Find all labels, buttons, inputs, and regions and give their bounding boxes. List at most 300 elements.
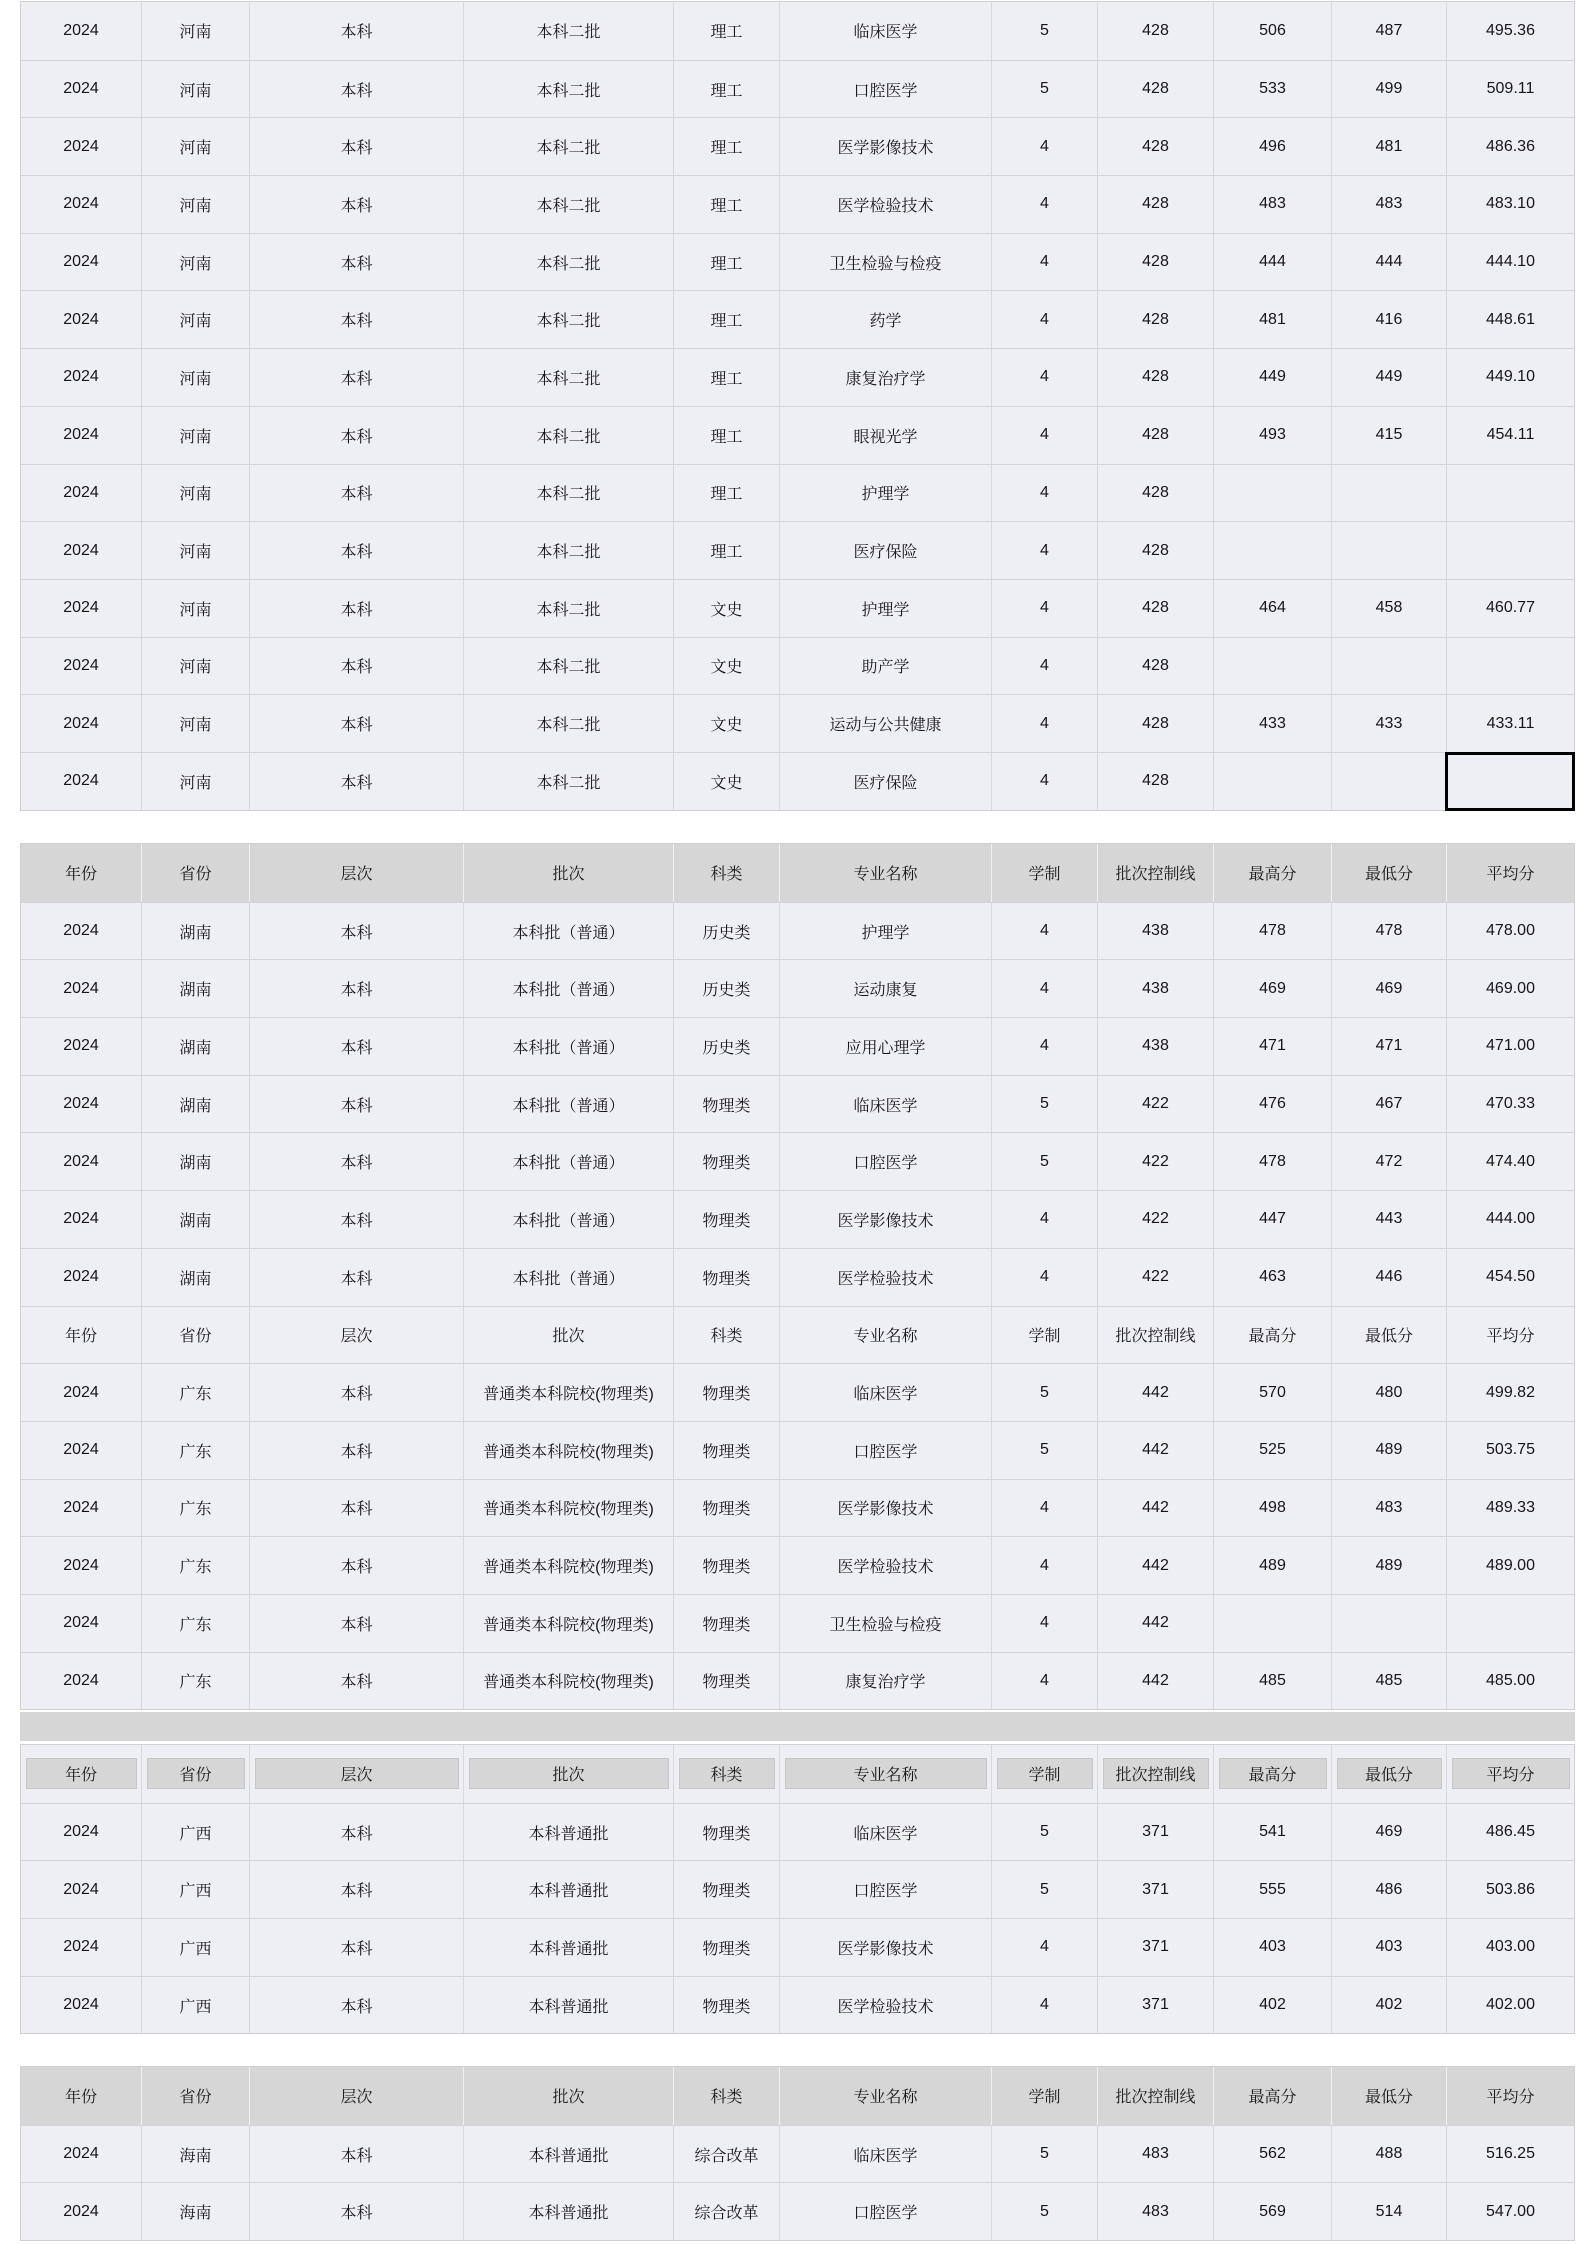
table-cell[interactable]: 5 (991, 61, 1097, 118)
table-cell[interactable] (1213, 1595, 1331, 1652)
table-cell[interactable]: 文史 (673, 638, 779, 695)
table-cell[interactable]: 物理类 (673, 1804, 779, 1861)
table-cell[interactable]: 486.45 (1446, 1804, 1574, 1861)
table-cell[interactable]: 本科 (249, 753, 463, 810)
table-cell[interactable]: 理工 (673, 176, 779, 233)
table-cell[interactable]: 普通类本科院校(物理类) (463, 1364, 673, 1421)
table-cell[interactable]: 4 (991, 407, 1097, 464)
table-cell[interactable]: 2024 (63, 195, 99, 213)
table-cell[interactable]: 河南 (141, 2, 249, 60)
table-cell[interactable]: 2024 (63, 1556, 99, 1574)
table-cell[interactable]: 503.86 (1446, 1861, 1574, 1918)
table-cell[interactable]: 普通类本科院校(物理类) (463, 1422, 673, 1479)
table-cell[interactable]: 4 (991, 1018, 1097, 1075)
table-cell[interactable]: 506 (1213, 2, 1331, 60)
table-cell[interactable]: 533 (1213, 61, 1331, 118)
header-cell[interactable]: 平均分 (1446, 1307, 1574, 1364)
table-cell[interactable]: 478 (1331, 903, 1446, 960)
table-cell[interactable] (1446, 522, 1574, 579)
table-cell[interactable]: 442 (1097, 1653, 1213, 1710)
table-cell[interactable]: 2024 (63, 483, 99, 501)
table-cell[interactable]: 428 (1097, 638, 1213, 695)
table-cell[interactable]: 普通类本科院校(物理类) (463, 1480, 673, 1537)
table-cell[interactable]: 本科二批 (463, 465, 673, 522)
table-cell[interactable]: 康复治疗学 (779, 349, 991, 406)
table-cell[interactable] (1331, 638, 1446, 695)
header-cell[interactable]: 最低分 (1331, 844, 1446, 902)
table-cell[interactable]: 物理类 (673, 1364, 779, 1421)
table-cell[interactable]: 湖南 (141, 1076, 249, 1133)
table-cell[interactable]: 469 (1331, 1804, 1446, 1861)
table-cell[interactable]: 5 (991, 1861, 1097, 1918)
table-cell[interactable]: 498 (1213, 1480, 1331, 1537)
table-cell[interactable]: 河南 (141, 522, 249, 579)
table-cell[interactable]: 5 (991, 2183, 1097, 2240)
table-cell[interactable] (1331, 753, 1446, 810)
table-cell[interactable] (1331, 465, 1446, 522)
table-cell[interactable]: 4 (991, 580, 1097, 637)
table-cell[interactable]: 489 (1331, 1422, 1446, 1479)
table-cell[interactable]: 4 (991, 695, 1097, 752)
header-cell[interactable]: 最高分 (1213, 2067, 1331, 2125)
table-cell[interactable] (1213, 638, 1331, 695)
table-cell[interactable] (1213, 753, 1331, 810)
table-cell[interactable]: 2024 (63, 1614, 99, 1632)
table-cell[interactable]: 460.77 (1446, 580, 1574, 637)
table-cell[interactable] (1213, 522, 1331, 579)
table-cell[interactable]: 444 (1213, 234, 1331, 291)
table-cell[interactable]: 2024 (63, 922, 99, 940)
table-cell[interactable]: 口腔医学 (779, 61, 991, 118)
table-cell[interactable]: 物理类 (673, 1480, 779, 1537)
table-cell[interactable]: 本科 (249, 2, 463, 60)
table-cell[interactable]: 广西 (141, 1804, 249, 1861)
table-cell[interactable]: 489.00 (1446, 1537, 1574, 1594)
table-cell[interactable]: 371 (1097, 1861, 1213, 1918)
table-cell[interactable]: 4 (991, 1919, 1097, 1976)
header-cell[interactable] (463, 1745, 673, 1803)
table-cell[interactable]: 本科 (249, 1595, 463, 1652)
table-cell[interactable]: 本科 (249, 349, 463, 406)
table-cell[interactable]: 403.00 (1446, 1919, 1574, 1976)
table-cell[interactable]: 本科二批 (463, 753, 673, 810)
table-cell[interactable]: 446 (1331, 1249, 1446, 1306)
table-cell[interactable]: 4 (991, 234, 1097, 291)
table-cell[interactable]: 469 (1213, 960, 1331, 1017)
table-cell[interactable]: 438 (1097, 1018, 1213, 1075)
table-cell[interactable]: 普通类本科院校(物理类) (463, 1653, 673, 1710)
table-cell[interactable]: 478 (1213, 903, 1331, 960)
table-cell[interactable]: 本科二批 (463, 580, 673, 637)
table-cell[interactable]: 运动与公共健康 (779, 695, 991, 752)
header-cell[interactable]: 科类 (673, 1307, 779, 1364)
table-cell[interactable]: 本科二批 (463, 2, 673, 60)
table-cell[interactable]: 本科 (249, 1018, 463, 1075)
table-cell[interactable]: 本科二批 (463, 695, 673, 752)
header-cell[interactable]: 批次 (463, 844, 673, 902)
table-cell[interactable]: 2024 (63, 772, 99, 790)
table-cell[interactable]: 临床医学 (779, 1076, 991, 1133)
table-cell[interactable]: 495.36 (1446, 2, 1574, 60)
table-cell[interactable]: 2024 (63, 1383, 99, 1401)
table-cell[interactable]: 物理类 (673, 1919, 779, 1976)
table-cell[interactable]: 487 (1331, 2, 1446, 60)
table-cell[interactable]: 428 (1097, 522, 1213, 579)
table-cell[interactable]: 2024 (63, 2145, 99, 2163)
table-cell[interactable]: 理工 (673, 291, 779, 348)
table-cell[interactable]: 本科 (249, 1480, 463, 1537)
table-cell[interactable]: 469 (1331, 960, 1446, 1017)
table-cell[interactable]: 本科 (249, 1133, 463, 1190)
table-cell[interactable]: 4 (991, 522, 1097, 579)
table-cell[interactable]: 433.11 (1446, 695, 1574, 752)
table-cell[interactable]: 2024 (63, 1498, 99, 1516)
table-cell[interactable]: 458 (1331, 580, 1446, 637)
table-cell[interactable]: 428 (1097, 234, 1213, 291)
table-cell[interactable]: 483 (1097, 2126, 1213, 2183)
table-cell[interactable]: 485 (1213, 1653, 1331, 1710)
header-cell[interactable]: 层次 (249, 2067, 463, 2125)
table-cell[interactable]: 本科 (249, 176, 463, 233)
table-cell[interactable]: 471.00 (1446, 1018, 1574, 1075)
table-cell[interactable]: 物理类 (673, 1249, 779, 1306)
table-cell[interactable]: 2024 (63, 656, 99, 674)
table-cell[interactable]: 物理类 (673, 1861, 779, 1918)
table-cell[interactable]: 442 (1097, 1364, 1213, 1421)
table-cell[interactable]: 物理类 (673, 1977, 779, 2034)
table-cell[interactable]: 本科 (249, 1364, 463, 1421)
header-cell[interactable]: 学制 (991, 1307, 1097, 1364)
table-cell[interactable]: 447 (1213, 1191, 1331, 1248)
table-cell[interactable]: 509.11 (1446, 61, 1574, 118)
table-cell[interactable]: 河南 (141, 291, 249, 348)
table-cell[interactable]: 历史类 (673, 960, 779, 1017)
table-cell[interactable]: 428 (1097, 407, 1213, 464)
header-cell[interactable]: 批次控制线 (1097, 2067, 1213, 2125)
table-cell[interactable]: 本科普通批 (463, 1804, 673, 1861)
table-cell[interactable]: 471 (1213, 1018, 1331, 1075)
table-cell[interactable]: 河南 (141, 349, 249, 406)
header-cell[interactable]: 年份 (64, 2089, 97, 2107)
table-cell[interactable]: 医学检验技术 (779, 176, 991, 233)
table-cell[interactable]: 428 (1097, 580, 1213, 637)
header-cell[interactable]: 学制 (991, 2067, 1097, 2125)
table-cell[interactable] (1331, 1595, 1446, 1652)
header-cell[interactable] (673, 1745, 779, 1803)
table-cell[interactable]: 助产学 (779, 638, 991, 695)
table-cell[interactable]: 442 (1097, 1595, 1213, 1652)
table-cell[interactable]: 本科普通批 (463, 1977, 673, 2034)
table-cell[interactable]: 499.82 (1446, 1364, 1574, 1421)
table-cell[interactable]: 湖南 (141, 1018, 249, 1075)
header-cell[interactable]: 平均分 (1446, 844, 1574, 902)
table-cell[interactable]: 489.33 (1446, 1480, 1574, 1537)
table-cell[interactable]: 口腔医学 (779, 1133, 991, 1190)
table-cell[interactable]: 护理学 (779, 580, 991, 637)
table-cell[interactable]: 4 (991, 1191, 1097, 1248)
table-cell[interactable]: 湖南 (141, 1191, 249, 1248)
table-cell[interactable]: 4 (991, 1480, 1097, 1537)
table-cell[interactable]: 医学检验技术 (779, 1537, 991, 1594)
table-cell[interactable]: 5 (991, 1804, 1097, 1861)
table-cell[interactable]: 371 (1097, 1804, 1213, 1861)
table-cell[interactable]: 4 (991, 960, 1097, 1017)
table-cell[interactable]: 2024 (63, 1823, 99, 1841)
table-cell[interactable]: 护理学 (779, 903, 991, 960)
table-cell[interactable]: 486 (1331, 1861, 1446, 1918)
table-cell[interactable]: 486.36 (1446, 118, 1574, 175)
table-cell[interactable]: 2024 (63, 1671, 99, 1689)
table-cell[interactable]: 443 (1331, 1191, 1446, 1248)
table-cell[interactable]: 河南 (141, 176, 249, 233)
table-cell[interactable]: 卫生检验与检疫 (779, 234, 991, 291)
table-cell[interactable]: 运动康复 (779, 960, 991, 1017)
table-cell[interactable]: 医疗保险 (779, 522, 991, 579)
table-cell[interactable]: 4 (991, 1977, 1097, 2034)
table-cell[interactable]: 403 (1331, 1919, 1446, 1976)
table-cell[interactable]: 综合改革 (673, 2183, 779, 2240)
table-cell[interactable]: 428 (1097, 118, 1213, 175)
table-cell[interactable]: 428 (1097, 753, 1213, 810)
header-cell[interactable]: 最低分 (1331, 1307, 1446, 1364)
table-cell[interactable]: 428 (1097, 61, 1213, 118)
table-cell[interactable]: 2024 (63, 1938, 99, 1956)
table-cell[interactable]: 广西 (141, 1861, 249, 1918)
table-cell[interactable]: 物理类 (673, 1133, 779, 1190)
table-cell[interactable]: 472 (1331, 1133, 1446, 1190)
table-cell[interactable]: 口腔医学 (779, 1422, 991, 1479)
table-cell[interactable]: 4 (991, 291, 1097, 348)
table-cell[interactable]: 历史类 (673, 1018, 779, 1075)
table-cell[interactable]: 2024 (63, 1268, 99, 1286)
table-cell[interactable]: 理工 (673, 61, 779, 118)
table-cell[interactable]: 文史 (673, 753, 779, 810)
table-cell[interactable]: 理工 (673, 465, 779, 522)
table-cell[interactable]: 临床医学 (779, 2, 991, 60)
table-cell[interactable]: 本科 (249, 1422, 463, 1479)
table-cell[interactable]: 4 (991, 465, 1097, 522)
table-cell[interactable]: 本科普通批 (463, 2126, 673, 2183)
header-cell[interactable]: 批次控制线 (1097, 1307, 1213, 1364)
table-cell[interactable]: 448.61 (1446, 291, 1574, 348)
table-cell[interactable]: 文史 (673, 695, 779, 752)
table-cell[interactable]: 474.40 (1446, 1133, 1574, 1190)
table-cell[interactable]: 569 (1213, 2183, 1331, 2240)
table-cell[interactable]: 442 (1097, 1480, 1213, 1537)
table-cell[interactable]: 428 (1097, 349, 1213, 406)
table-cell[interactable]: 2024 (63, 1880, 99, 1898)
header-cell[interactable]: 专业名称 (779, 844, 991, 902)
header-cell[interactable]: 科类 (673, 2067, 779, 2125)
table-cell[interactable]: 2024 (63, 426, 99, 444)
table-cell[interactable] (1446, 638, 1574, 695)
table-cell[interactable]: 476 (1213, 1076, 1331, 1133)
table-cell[interactable]: 4 (991, 1537, 1097, 1594)
table-cell[interactable]: 广东 (141, 1595, 249, 1652)
table-cell[interactable]: 481 (1331, 118, 1446, 175)
table-cell[interactable]: 本科 (249, 1804, 463, 1861)
table-cell[interactable]: 广东 (141, 1480, 249, 1537)
table-cell[interactable]: 422 (1097, 1191, 1213, 1248)
header-cell[interactable]: 批次 (463, 1307, 673, 1364)
table-cell[interactable]: 4 (991, 349, 1097, 406)
table-cell[interactable]: 478 (1213, 1133, 1331, 1190)
table-cell[interactable]: 本科 (249, 638, 463, 695)
table-cell[interactable]: 医学检验技术 (779, 1977, 991, 2034)
table-cell[interactable]: 本科二批 (463, 349, 673, 406)
table-cell[interactable]: 4 (991, 638, 1097, 695)
table-cell[interactable]: 本科二批 (463, 61, 673, 118)
table-cell[interactable]: 471 (1331, 1018, 1446, 1075)
header-cell[interactable]: 批次 (463, 2067, 673, 2125)
table-cell[interactable]: 449.10 (1446, 349, 1574, 406)
table-cell[interactable]: 医疗保险 (779, 753, 991, 810)
table-cell[interactable]: 428 (1097, 695, 1213, 752)
table-cell[interactable]: 本科批（普通） (463, 1249, 673, 1306)
table-cell[interactable]: 570 (1213, 1364, 1331, 1421)
table-cell[interactable]: 483 (1331, 176, 1446, 233)
table-cell[interactable]: 402 (1331, 1977, 1446, 2034)
table-cell[interactable]: 医学影像技术 (779, 1191, 991, 1248)
header-cell[interactable]: 学制 (991, 844, 1097, 902)
table-cell[interactable]: 480 (1331, 1364, 1446, 1421)
table-cell[interactable]: 483.10 (1446, 176, 1574, 233)
table-cell[interactable]: 4 (991, 1249, 1097, 1306)
table-cell[interactable]: 本科 (249, 118, 463, 175)
table-cell[interactable]: 562 (1213, 2126, 1331, 2183)
table-cell[interactable]: 本科 (249, 407, 463, 464)
table-cell[interactable]: 5 (991, 1364, 1097, 1421)
table-cell[interactable]: 4 (991, 1595, 1097, 1652)
header-cell[interactable]: 科类 (673, 844, 779, 902)
table-cell[interactable]: 护理学 (779, 465, 991, 522)
table-cell[interactable]: 物理类 (673, 1537, 779, 1594)
table-cell[interactable] (1446, 1595, 1574, 1652)
table-cell[interactable]: 433 (1331, 695, 1446, 752)
table-cell[interactable]: 本科二批 (463, 176, 673, 233)
table-cell[interactable]: 489 (1331, 1537, 1446, 1594)
table-cell[interactable]: 卫生检验与检疫 (779, 1595, 991, 1652)
table-cell[interactable]: 489 (1213, 1537, 1331, 1594)
table-cell[interactable]: 普通类本科院校(物理类) (463, 1537, 673, 1594)
table-cell[interactable]: 河南 (141, 234, 249, 291)
table-cell[interactable]: 481 (1213, 291, 1331, 348)
table-cell[interactable]: 5 (991, 1133, 1097, 1190)
table-cell[interactable]: 2024 (63, 714, 99, 732)
table-cell[interactable]: 467 (1331, 1076, 1446, 1133)
table-cell[interactable]: 本科 (249, 465, 463, 522)
table-cell[interactable]: 541 (1213, 1804, 1331, 1861)
table-cell[interactable]: 口腔医学 (779, 2183, 991, 2240)
table-cell[interactable]: 本科 (249, 1076, 463, 1133)
table-cell[interactable]: 河南 (141, 753, 249, 810)
table-cell[interactable]: 464 (1213, 580, 1331, 637)
table-cell[interactable]: 442 (1097, 1422, 1213, 1479)
table-cell[interactable]: 415 (1331, 407, 1446, 464)
table-cell[interactable]: 547.00 (1446, 2183, 1574, 2240)
table-cell[interactable]: 2024 (63, 541, 99, 559)
table-cell[interactable]: 4 (991, 118, 1097, 175)
table-cell[interactable]: 本科普通批 (463, 2183, 673, 2240)
table-cell[interactable]: 2024 (63, 1152, 99, 1170)
table-cell[interactable]: 499 (1331, 61, 1446, 118)
table-cell[interactable]: 湖南 (141, 903, 249, 960)
table-cell[interactable]: 402.00 (1446, 1977, 1574, 2034)
table-cell[interactable]: 2024 (63, 137, 99, 155)
table-cell[interactable]: 本科二批 (463, 291, 673, 348)
table-cell[interactable]: 本科二批 (463, 407, 673, 464)
table-cell[interactable]: 医学影像技术 (779, 118, 991, 175)
table-cell[interactable]: 371 (1097, 1977, 1213, 2034)
table-cell[interactable]: 本科二批 (463, 638, 673, 695)
table-cell[interactable]: 4 (991, 753, 1097, 810)
header-cell[interactable]: 批次控制线 (1097, 844, 1213, 902)
table-cell[interactable]: 理工 (673, 234, 779, 291)
table-cell[interactable]: 本科二批 (463, 118, 673, 175)
table-cell[interactable]: 444.00 (1446, 1191, 1574, 1248)
table-cell[interactable]: 433 (1213, 695, 1331, 752)
table-cell[interactable]: 2024 (63, 599, 99, 617)
table-cell[interactable]: 本科 (249, 2126, 463, 2183)
table-cell[interactable]: 本科 (249, 1653, 463, 1710)
table-cell[interactable]: 历史类 (673, 903, 779, 960)
table-cell[interactable]: 402 (1213, 1977, 1331, 2034)
table-cell[interactable]: 449 (1213, 349, 1331, 406)
table-cell[interactable]: 物理类 (673, 1422, 779, 1479)
table-cell[interactable]: 442 (1097, 1537, 1213, 1594)
table-cell[interactable]: 本科二批 (463, 522, 673, 579)
table-cell[interactable]: 本科 (249, 1861, 463, 1918)
table-cell[interactable]: 本科 (249, 960, 463, 1017)
table-cell[interactable]: 2024 (63, 979, 99, 997)
header-cell[interactable] (1097, 1745, 1213, 1803)
table-cell[interactable]: 422 (1097, 1133, 1213, 1190)
table-cell[interactable]: 428 (1097, 465, 1213, 522)
header-cell[interactable]: 最高分 (1213, 1307, 1331, 1364)
table-cell[interactable]: 理工 (673, 407, 779, 464)
table-cell[interactable]: 本科 (249, 234, 463, 291)
table-cell[interactable]: 2024 (63, 80, 99, 98)
table-cell[interactable] (1446, 465, 1574, 522)
table-cell[interactable]: 物理类 (673, 1595, 779, 1652)
table-cell[interactable]: 康复治疗学 (779, 1653, 991, 1710)
table-cell[interactable]: 本科 (249, 695, 463, 752)
table-cell[interactable]: 422 (1097, 1249, 1213, 1306)
table-cell[interactable]: 理工 (673, 2, 779, 60)
header-cell[interactable] (141, 1745, 249, 1803)
table-cell[interactable]: 河南 (141, 580, 249, 637)
table-cell[interactable]: 本科普通批 (463, 1861, 673, 1918)
table-cell[interactable]: 485 (1331, 1653, 1446, 1710)
table-cell[interactable]: 河南 (141, 61, 249, 118)
table-cell[interactable] (1213, 465, 1331, 522)
table-cell[interactable]: 河南 (141, 407, 249, 464)
table-cell[interactable]: 493 (1213, 407, 1331, 464)
header-cell[interactable]: 层次 (249, 1307, 463, 1364)
header-cell[interactable]: 年份 (64, 1328, 97, 1346)
table-cell[interactable]: 2024 (63, 310, 99, 328)
table-cell[interactable]: 本科 (249, 1249, 463, 1306)
table-cell[interactable]: 454.11 (1446, 407, 1574, 464)
table-cell[interactable]: 503.75 (1446, 1422, 1574, 1479)
table-cell[interactable]: 416 (1331, 291, 1446, 348)
table-cell[interactable]: 应用心理学 (779, 1018, 991, 1075)
header-cell[interactable]: 省份 (141, 844, 249, 902)
header-cell[interactable]: 最低分 (1331, 2067, 1446, 2125)
table-cell[interactable]: 本科批（普通） (463, 1018, 673, 1075)
table-cell[interactable]: 422 (1097, 1076, 1213, 1133)
table-cell[interactable]: 本科批（普通） (463, 960, 673, 1017)
